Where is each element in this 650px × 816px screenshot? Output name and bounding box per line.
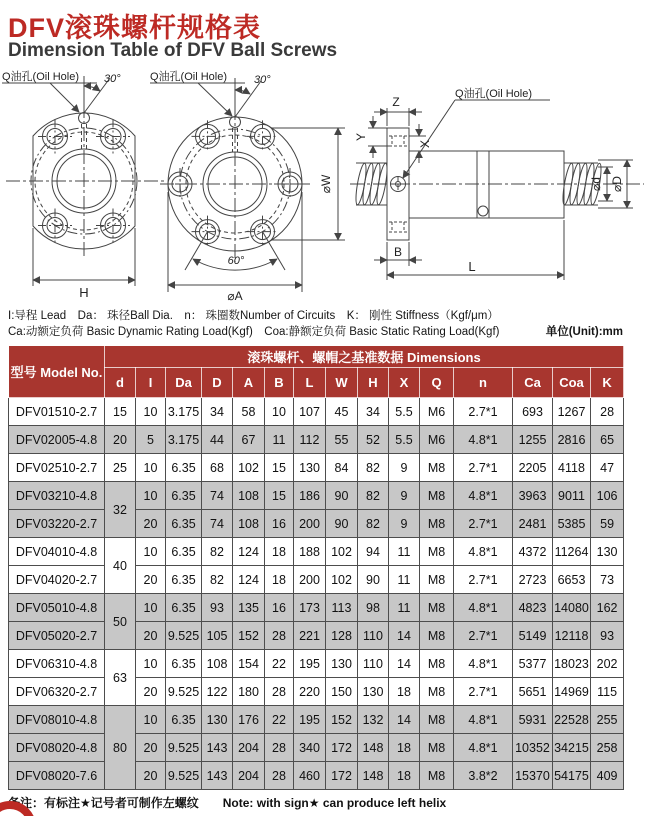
dimension-table: [8, 345, 624, 790]
footnote: 备注：有标注★记号者可制作左螺纹 Note: with sign★ can produce left helix: [8, 796, 447, 810]
cell-B: 28: [265, 622, 294, 650]
cell-n: 4.8*1: [454, 706, 513, 734]
col-header-H: H: [358, 368, 389, 398]
cell-X: 9: [389, 510, 420, 538]
cell-L: 188: [294, 538, 326, 566]
model-cell: DFV06320-2.7: [9, 678, 105, 706]
dim-label-x: X: [418, 139, 432, 149]
cell-L: 112: [294, 426, 326, 454]
cell-K: 255: [591, 706, 624, 734]
cell-I: 20: [136, 566, 166, 594]
cell-n: 4.8*1: [454, 482, 513, 510]
cell-Q: M8: [420, 538, 454, 566]
d-cell: 40: [105, 538, 136, 594]
table-row: [9, 762, 624, 790]
dim-label-y: Y: [354, 132, 368, 142]
cell-H: 130: [358, 678, 389, 706]
cell-Coa: 14969: [553, 678, 591, 706]
cell-Da: 6.35: [166, 510, 202, 538]
d-cell: 80: [105, 706, 136, 790]
cell-Q: M8: [420, 762, 454, 790]
cell-Ca: 5651: [513, 678, 553, 706]
cell-A: 58: [233, 398, 265, 426]
cell-B: 18: [265, 538, 294, 566]
cell-B: 15: [265, 482, 294, 510]
table-row: [9, 426, 624, 454]
cell-Ca: 1255: [513, 426, 553, 454]
cell-Coa: 12118: [553, 622, 591, 650]
cell-Coa: 22528: [553, 706, 591, 734]
cell-K: 202: [591, 650, 624, 678]
cell-I: 10: [136, 650, 166, 678]
col-header-W: W: [326, 368, 358, 398]
cell-Q: M8: [420, 734, 454, 762]
cell-A: 204: [233, 762, 265, 790]
cell-K: 162: [591, 594, 624, 622]
cell-I: 10: [136, 706, 166, 734]
cell-A: 135: [233, 594, 265, 622]
col-header-X: X: [389, 368, 420, 398]
cell-A: 152: [233, 622, 265, 650]
model-cell: DFV08020-7.6: [9, 762, 105, 790]
cell-Ca: 5377: [513, 650, 553, 678]
cell-B: 28: [265, 762, 294, 790]
cell-I: 10: [136, 538, 166, 566]
col-header-d: d: [105, 368, 136, 398]
cell-K: 93: [591, 622, 624, 650]
cell-L: 186: [294, 482, 326, 510]
angle-label-30-2: 30°: [254, 74, 271, 86]
cell-W: 45: [326, 398, 358, 426]
cell-H: 34: [358, 398, 389, 426]
table-row: [9, 566, 624, 594]
d-cell: 25: [105, 454, 136, 482]
cell-A: 124: [233, 538, 265, 566]
dim-label-z: Z: [392, 95, 400, 109]
d-cell: 63: [105, 650, 136, 706]
cell-B: 16: [265, 594, 294, 622]
cell-Coa: 54175: [553, 762, 591, 790]
cell-Q: M8: [420, 482, 454, 510]
dimensions-group-header: 滚珠螺杆、螺帽之基准数据 Dimensions: [105, 346, 624, 368]
cell-Coa: 34215: [553, 734, 591, 762]
angle-label-60: 60°: [227, 255, 245, 267]
cell-H: 110: [358, 650, 389, 678]
model-cell: DFV05010-4.8: [9, 594, 105, 622]
cell-W: 150: [326, 678, 358, 706]
legend: [8, 308, 623, 340]
cell-Ca: 5931: [513, 706, 553, 734]
d-cell: 50: [105, 594, 136, 650]
col-header-Da: Da: [166, 368, 202, 398]
cell-L: 200: [294, 566, 326, 594]
cell-K: 28: [591, 398, 624, 426]
cell-Q: M8: [420, 706, 454, 734]
cell-K: 47: [591, 454, 624, 482]
round-flange-front-view: [150, 78, 345, 292]
cell-n: 2.7*1: [454, 510, 513, 538]
table-row: [9, 650, 624, 678]
cell-X: 11: [389, 566, 420, 594]
cell-n: 2.7*1: [454, 678, 513, 706]
model-cell: DFV04020-2.7: [9, 566, 105, 594]
cell-n: 2.7*1: [454, 398, 513, 426]
dim-label-dia-w: ⌀W: [319, 174, 333, 194]
cell-H: 148: [358, 734, 389, 762]
cell-D: 105: [202, 622, 233, 650]
cell-K: 409: [591, 762, 624, 790]
cell-X: 11: [389, 538, 420, 566]
cell-H: 82: [358, 510, 389, 538]
cell-Ca: 3963: [513, 482, 553, 510]
cell-n: 4.8*1: [454, 650, 513, 678]
cell-Coa: 14080: [553, 594, 591, 622]
cell-A: 67: [233, 426, 265, 454]
cell-L: 107: [294, 398, 326, 426]
cell-D: 143: [202, 762, 233, 790]
table-row: [9, 482, 624, 510]
legend-line-2: Ca:动额定负荷 Basic Dynamic Rating Load(Kgf) Coa:静额定负荷 Basic Static Rating Load(Kgf): [8, 326, 500, 338]
cell-n: 2.7*1: [454, 566, 513, 594]
model-cell: DFV08010-4.8: [9, 706, 105, 734]
table-row: [9, 538, 624, 566]
cell-n: 2.7*1: [454, 454, 513, 482]
cell-H: 132: [358, 706, 389, 734]
cell-W: 90: [326, 482, 358, 510]
technical-drawings: [0, 66, 650, 306]
cell-D: 74: [202, 510, 233, 538]
cell-Da: 9.525: [166, 734, 202, 762]
cell-D: 74: [202, 482, 233, 510]
cell-X: 14: [389, 706, 420, 734]
cell-Q: M8: [420, 510, 454, 538]
cell-Ca: 4372: [513, 538, 553, 566]
cell-K: 130: [591, 538, 624, 566]
cell-Ca: 4823: [513, 594, 553, 622]
cell-Ca: 5149: [513, 622, 553, 650]
cell-K: 106: [591, 482, 624, 510]
cell-Q: M8: [420, 622, 454, 650]
cell-I: 20: [136, 622, 166, 650]
model-col-header: 型号 Model No.: [9, 346, 105, 398]
page-title-en: Dimension Table of DFV Ball Screws: [8, 40, 338, 61]
cell-I: 10: [136, 454, 166, 482]
cell-W: 55: [326, 426, 358, 454]
cell-Coa: 18023: [553, 650, 591, 678]
cell-D: 34: [202, 398, 233, 426]
legend-line-1: I:导程 Lead Da： 珠径Ball Dia. n： 珠圈数Number of Circuits K： 刚性 Stiffness（Kgf/μm）: [8, 310, 499, 322]
cell-Q: M6: [420, 426, 454, 454]
page-title-zh: DFV滚珠螺杆规格表: [8, 13, 261, 43]
cell-Da: 3.175: [166, 426, 202, 454]
table-row: [9, 454, 624, 482]
cell-n: 4.8*1: [454, 734, 513, 762]
cell-W: 130: [326, 650, 358, 678]
cell-D: 108: [202, 650, 233, 678]
cell-Ca: 693: [513, 398, 553, 426]
cell-A: 108: [233, 510, 265, 538]
table-row: [9, 622, 624, 650]
col-header-n: n: [454, 368, 513, 398]
cell-W: 152: [326, 706, 358, 734]
cell-H: 52: [358, 426, 389, 454]
cell-Q: M6: [420, 398, 454, 426]
oil-hole-label-1: Q油孔(Oil Hole): [2, 71, 80, 83]
oil-hole: [478, 206, 488, 216]
cell-X: 9: [389, 482, 420, 510]
table-row: [9, 678, 624, 706]
cell-L: 195: [294, 650, 326, 678]
dim-label-l: L: [468, 259, 476, 274]
cell-Coa: 4118: [553, 454, 591, 482]
cell-X: 5.5: [389, 426, 420, 454]
cell-W: 84: [326, 454, 358, 482]
cell-L: 200: [294, 510, 326, 538]
cell-Da: 6.35: [166, 482, 202, 510]
cell-H: 82: [358, 482, 389, 510]
dim-label-b: B: [393, 245, 403, 259]
cell-Q: M8: [420, 650, 454, 678]
dim-label-dia-a: ⌀A: [227, 289, 243, 303]
col-header-B: B: [265, 368, 294, 398]
cell-X: 14: [389, 650, 420, 678]
model-cell: DFV02005-4.8: [9, 426, 105, 454]
col-header-Coa: Coa: [553, 368, 591, 398]
cell-I: 20: [136, 734, 166, 762]
cell-X: 18: [389, 734, 420, 762]
cell-B: 28: [265, 678, 294, 706]
cell-W: 128: [326, 622, 358, 650]
cell-D: 93: [202, 594, 233, 622]
cell-W: 172: [326, 734, 358, 762]
cell-I: 20: [136, 510, 166, 538]
cell-L: 340: [294, 734, 326, 762]
col-header-D: D: [202, 368, 233, 398]
col-header-Ca: Ca: [513, 368, 553, 398]
cell-I: 10: [136, 482, 166, 510]
cell-B: 15: [265, 454, 294, 482]
cell-L: 221: [294, 622, 326, 650]
cell-K: 59: [591, 510, 624, 538]
cell-Coa: 5385: [553, 510, 591, 538]
d-cell: 20: [105, 426, 136, 454]
cell-W: 172: [326, 762, 358, 790]
cell-Da: 3.175: [166, 398, 202, 426]
cell-I: 20: [136, 678, 166, 706]
model-cell: DFV03220-2.7: [9, 510, 105, 538]
cell-A: 124: [233, 566, 265, 594]
angle-label-30-1: 30°: [104, 73, 121, 85]
model-cell: DFV04010-4.8: [9, 538, 105, 566]
table-row: [9, 706, 624, 734]
cell-L: 460: [294, 762, 326, 790]
model-cell: DFV05020-2.7: [9, 622, 105, 650]
cell-I: 10: [136, 398, 166, 426]
cell-n: 4.8*1: [454, 538, 513, 566]
cell-Coa: 6653: [553, 566, 591, 594]
cell-W: 102: [326, 566, 358, 594]
cell-X: 5.5: [389, 398, 420, 426]
cell-Coa: 9011: [553, 482, 591, 510]
oil-hole-label-3: Q油孔(Oil Hole): [455, 88, 533, 100]
table-row: [9, 510, 624, 538]
cell-W: 113: [326, 594, 358, 622]
cell-Ca: 10352: [513, 734, 553, 762]
cell-I: 20: [136, 762, 166, 790]
cell-X: 9: [389, 454, 420, 482]
cell-W: 90: [326, 510, 358, 538]
cell-Coa: 2816: [553, 426, 591, 454]
cell-Da: 9.525: [166, 622, 202, 650]
dim-label-dia-d-small: ⌀d: [589, 177, 603, 191]
cell-X: 18: [389, 678, 420, 706]
col-header-K: K: [591, 368, 624, 398]
model-cell: DFV06310-4.8: [9, 650, 105, 678]
cell-I: 10: [136, 594, 166, 622]
cell-H: 82: [358, 454, 389, 482]
d-cell: 15: [105, 398, 136, 426]
cell-Da: 6.35: [166, 706, 202, 734]
cell-B: 28: [265, 734, 294, 762]
cell-X: 14: [389, 622, 420, 650]
cell-Ca: 2481: [513, 510, 553, 538]
cell-D: 82: [202, 538, 233, 566]
cell-Q: M8: [420, 454, 454, 482]
cell-A: 102: [233, 454, 265, 482]
cell-L: 130: [294, 454, 326, 482]
cell-Q: M8: [420, 678, 454, 706]
dim-label-dia-d-big: ⌀D: [610, 176, 624, 192]
cell-D: 82: [202, 566, 233, 594]
cell-Da: 6.35: [166, 566, 202, 594]
cell-Ca: 2205: [513, 454, 553, 482]
model-cell: DFV02510-2.7: [9, 454, 105, 482]
cell-n: 4.8*1: [454, 426, 513, 454]
model-cell: DFV08020-4.8: [9, 734, 105, 762]
cell-I: 5: [136, 426, 166, 454]
cell-D: 44: [202, 426, 233, 454]
cell-L: 195: [294, 706, 326, 734]
col-header-I: I: [136, 368, 166, 398]
cell-Da: 6.35: [166, 454, 202, 482]
cell-Coa: 1267: [553, 398, 591, 426]
cell-K: 258: [591, 734, 624, 762]
col-header-Q: Q: [420, 368, 454, 398]
cell-A: 108: [233, 482, 265, 510]
cell-A: 180: [233, 678, 265, 706]
model-cell: DFV03210-4.8: [9, 482, 105, 510]
cell-n: 4.8*1: [454, 594, 513, 622]
cell-X: 18: [389, 762, 420, 790]
table-row: [9, 398, 624, 426]
d-cell: 32: [105, 482, 136, 538]
cell-H: 148: [358, 762, 389, 790]
cell-A: 154: [233, 650, 265, 678]
cell-Coa: 11264: [553, 538, 591, 566]
cell-B: 10: [265, 398, 294, 426]
cell-A: 176: [233, 706, 265, 734]
cell-B: 16: [265, 510, 294, 538]
cell-Da: 6.35: [166, 594, 202, 622]
cell-H: 110: [358, 622, 389, 650]
cell-Da: 6.35: [166, 538, 202, 566]
cell-B: 11: [265, 426, 294, 454]
cell-Da: 6.35: [166, 650, 202, 678]
flat-flange-front-view: [2, 76, 164, 286]
cell-Ca: 2723: [513, 566, 553, 594]
cell-B: 22: [265, 650, 294, 678]
col-header-L: L: [294, 368, 326, 398]
table-row: [9, 594, 624, 622]
cell-K: 65: [591, 426, 624, 454]
unit-label: 单位(Unit):mm: [545, 326, 623, 338]
cell-W: 102: [326, 538, 358, 566]
cell-Q: M8: [420, 566, 454, 594]
cell-H: 94: [358, 538, 389, 566]
dim-label-h: H: [79, 285, 89, 300]
cell-B: 22: [265, 706, 294, 734]
cell-n: 2.7*1: [454, 622, 513, 650]
cell-L: 220: [294, 678, 326, 706]
cell-K: 73: [591, 566, 624, 594]
cell-L: 173: [294, 594, 326, 622]
cell-D: 143: [202, 734, 233, 762]
cell-D: 122: [202, 678, 233, 706]
cell-K: 115: [591, 678, 624, 706]
cell-D: 130: [202, 706, 233, 734]
cell-H: 90: [358, 566, 389, 594]
cell-Da: 9.525: [166, 678, 202, 706]
cell-Da: 9.525: [166, 762, 202, 790]
table-row: [9, 734, 624, 762]
oil-hole-label-2: Q油孔(Oil Hole): [150, 71, 228, 83]
cell-D: 68: [202, 454, 233, 482]
cell-A: 204: [233, 734, 265, 762]
cell-X: 11: [389, 594, 420, 622]
col-header-A: A: [233, 368, 265, 398]
cell-n: 3.8*2: [454, 762, 513, 790]
cell-Ca: 15370: [513, 762, 553, 790]
cell-Q: M8: [420, 594, 454, 622]
model-cell: DFV01510-2.7: [9, 398, 105, 426]
cell-B: 18: [265, 566, 294, 594]
cell-H: 98: [358, 594, 389, 622]
